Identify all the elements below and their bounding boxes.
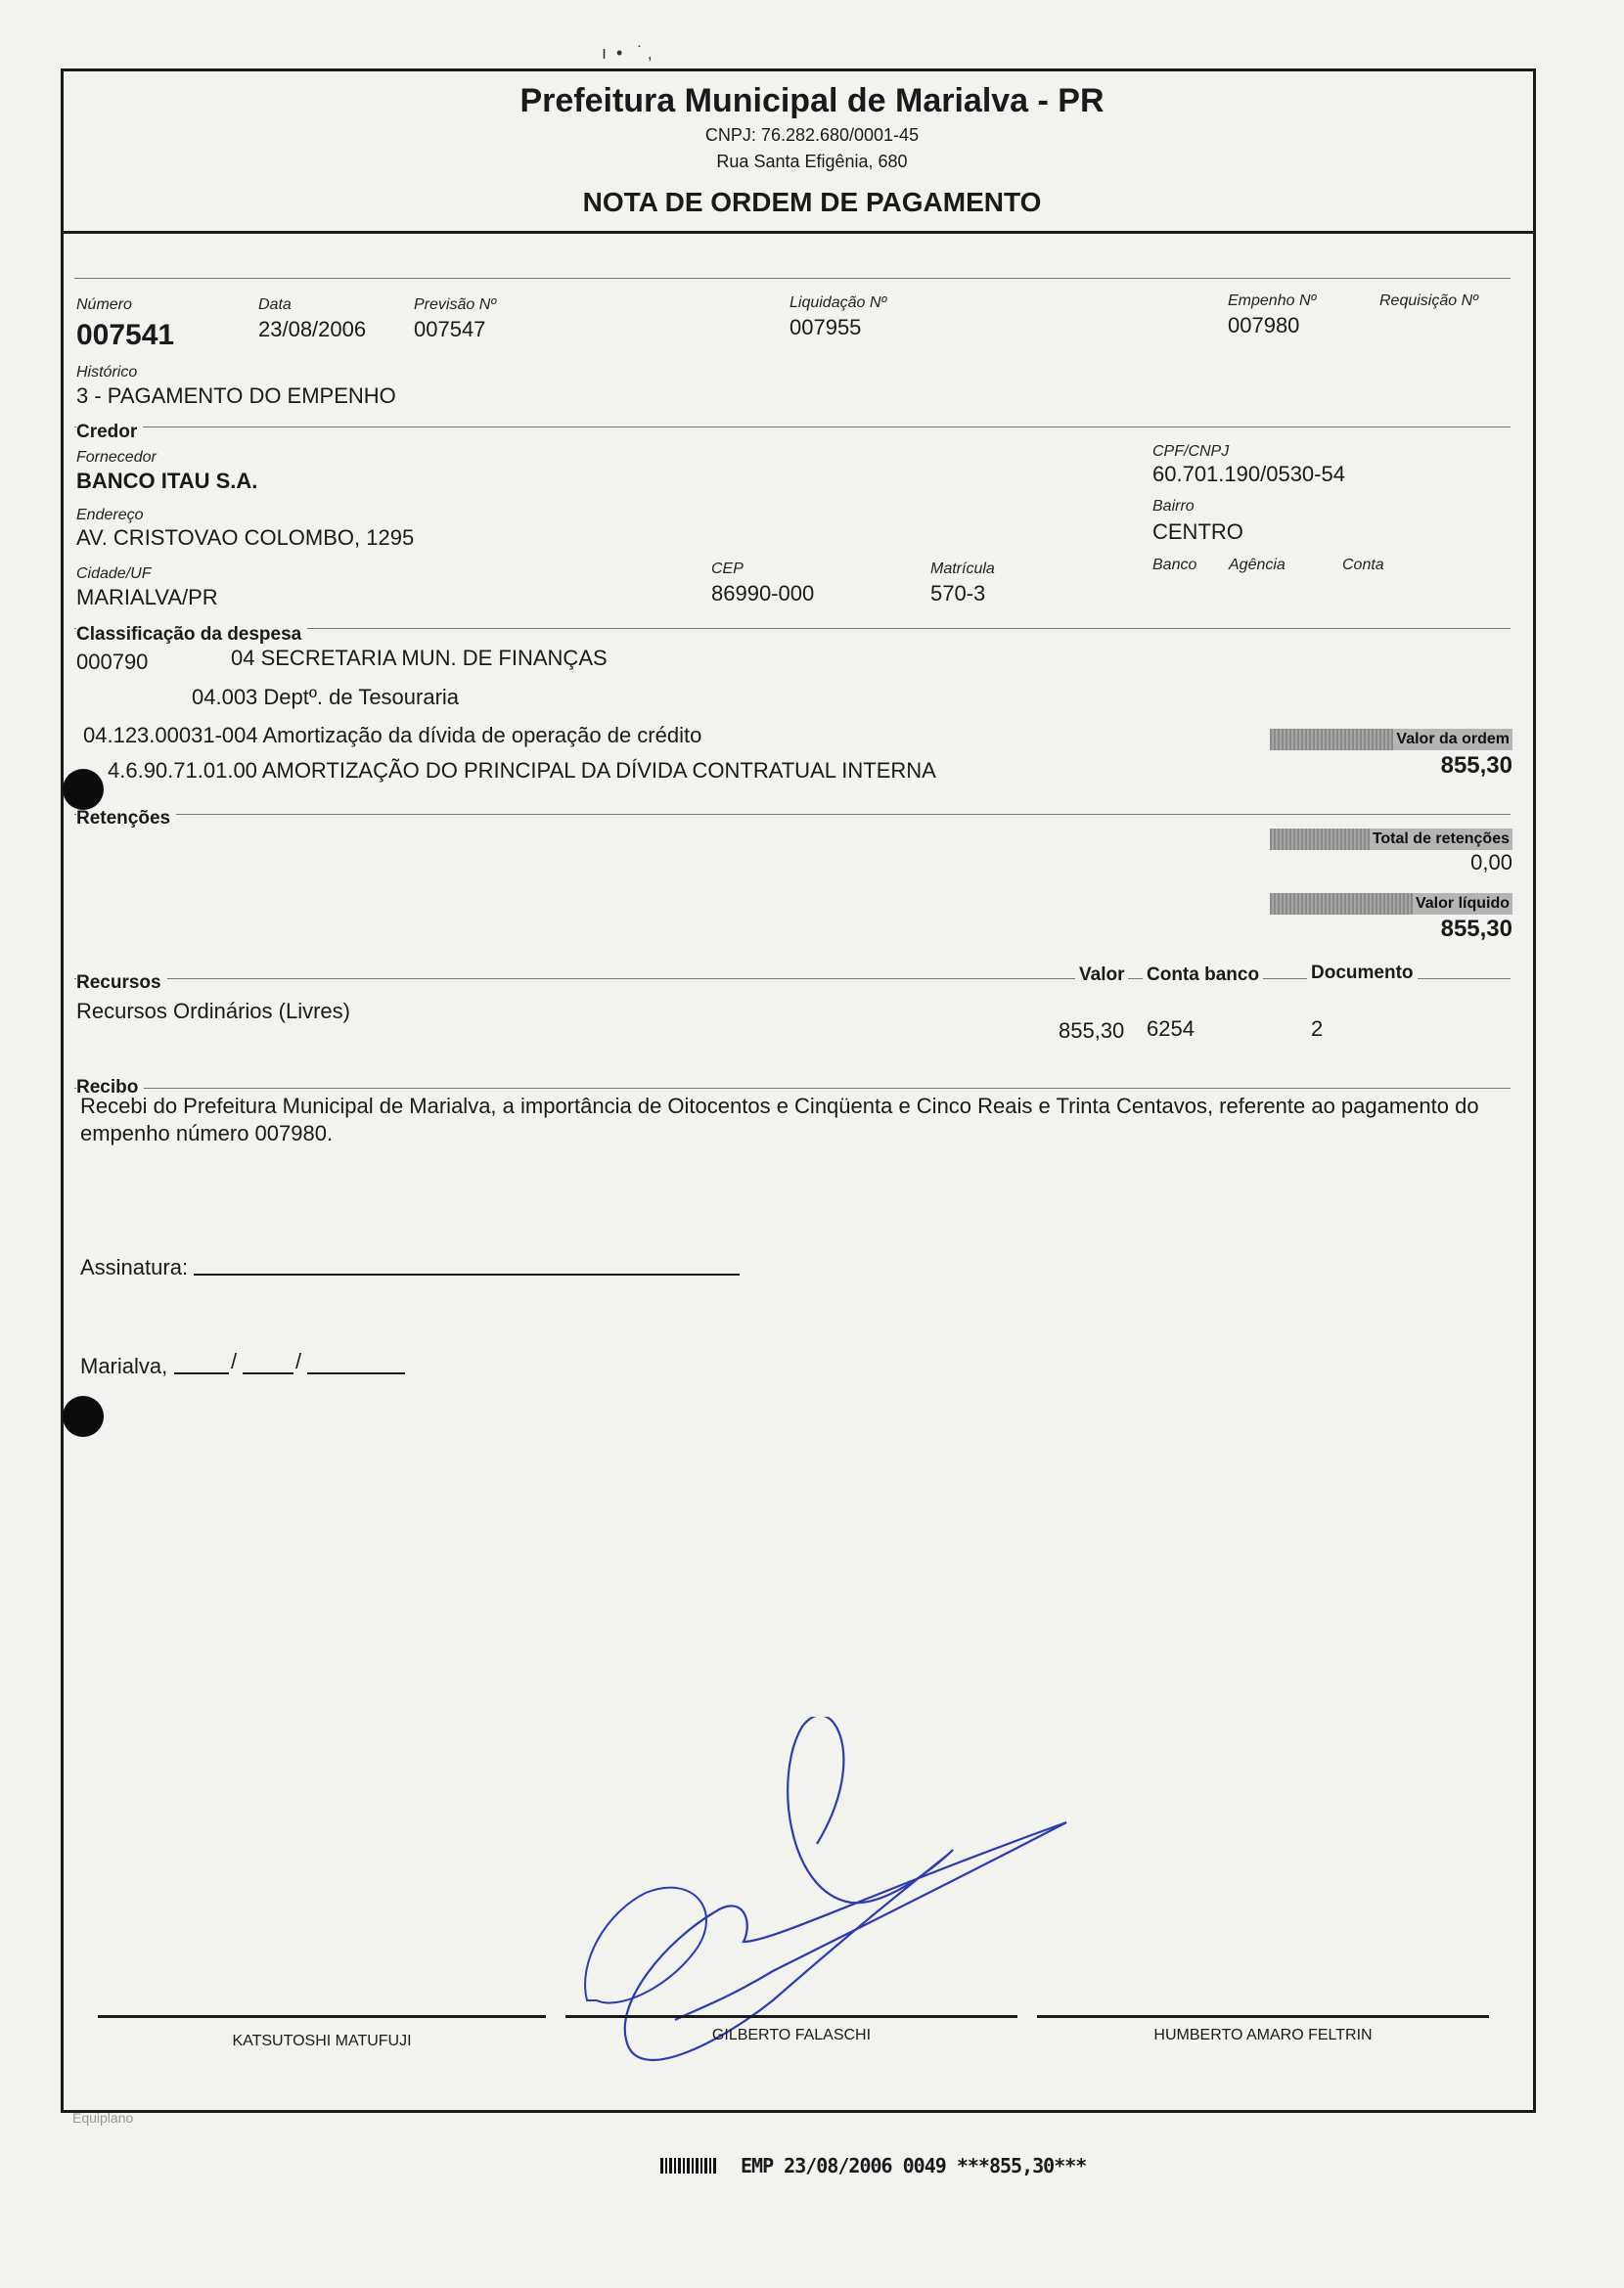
matricula-label: Matrícula [930,561,995,577]
valor-liquido-label: Valor líquido [1413,893,1512,915]
empenho-value: 007980 [1228,313,1300,337]
fornecedor-value: BANCO ITAU S.A. [76,469,258,493]
org-address: Rua Santa Efigênia, 680 [716,152,908,171]
cidade-value: MARIALVA/PR [76,585,218,609]
valor-ordem-bar [1270,729,1512,750]
cep-value: 86990-000 [711,581,815,606]
recibo-section: Recibo [76,1077,144,1099]
signature-line-2 [565,2015,1017,2018]
barcode-icon [660,2158,717,2174]
endereco-value: AV. CRISTOVAO COLOMBO, 1295 [76,525,415,550]
divider [74,814,1511,815]
data-label: Data [258,296,292,313]
bank-stamp [660,2154,1086,2177]
recursos-documento: 2 [1311,1016,1324,1041]
signatory-3: HUMBERTO AMARO FELTRIN [1153,2027,1373,2043]
fornecedor-label: Fornecedor [76,449,157,466]
bank-stamp-text: EMP 23/08/2006 0049 ***855,30*** [741,2154,1087,2177]
handwritten-signature [577,1717,1086,2108]
signature-line-3 [1037,2015,1489,2018]
signatory-1: KATSUTOSHI MATUFUJI [232,2033,412,2049]
punch-hole-top [63,769,104,810]
retencoes-section: Retenções [76,808,176,830]
date-line-day [174,1372,229,1374]
date-line-month [243,1372,293,1374]
document-title: NOTA DE ORDEM DE PAGAMENTO [582,187,1042,217]
org-cnpj: CNPJ: 76.282.680/0001-45 [704,125,920,145]
software-name: Equiplano [72,2110,134,2126]
divider [74,978,1511,979]
classificacao-elemento: 4.6.90.71.01.00 AMORTIZAÇÃO DO PRINCIPAL DA DÍVIDA CONTRATUAL INTERNA [108,758,936,783]
requisicao-label: Requisição Nº [1379,292,1478,309]
classificacao-secretaria: 04 SECRETARIA MUN. DE FINANÇAS [231,646,608,670]
date-sep-2: / [295,1349,302,1373]
cep-label: CEP [711,561,744,577]
recursos-descricao: Recursos Ordinários (Livres) [76,999,350,1023]
valor-ordem-value: 855,30 [1440,752,1512,779]
classificacao-depto: 04.003 Deptº. de Tesouraria [192,685,460,709]
signature-line-1 [98,2015,546,2018]
cpf-label: CPF/CNPJ [1152,443,1230,460]
numero-label: Número [76,296,132,313]
classificacao-programa: 04.123.00031-004 Amortização da dívida de operação de crédito [83,723,702,747]
bairro-label: Bairro [1152,498,1195,515]
divider [74,426,1511,427]
classificacao-code: 000790 [76,650,149,674]
divider [74,278,1511,279]
endereco-label: Endereço [76,507,144,523]
signatory-2: GILBERTO FALASCHI [711,2027,872,2043]
recursos-conta-label: Conta banco [1143,965,1263,986]
org-name: Prefeitura Municipal de Marialva - PR [519,82,1105,119]
date-sep-1: / [231,1349,238,1373]
divider [74,1088,1511,1089]
data-value: 23/08/2006 [258,317,367,341]
total-retencoes-value: 0,00 [1470,850,1512,875]
recibo-text: Recebi do Prefeitura Municipal de Marialva, a importância de Oitocentos e Cinqüenta e Cinco Reais e Trinta Centavos, referente ao pagamento do empenho número 007980. [80,1094,1479,1145]
valor-liquido-value: 855,30 [1440,916,1512,942]
recursos-documento-label: Documento [1307,963,1418,984]
historico-value: 3 - PAGAMENTO DO EMPENHO [76,383,396,408]
recursos-conta: 6254 [1147,1016,1195,1041]
header-divider [61,231,1536,234]
classificacao-section: Classificação da despesa [76,624,307,646]
banco-label: Banco [1152,557,1197,573]
numero-value: 007541 [76,319,175,351]
bairro-value: CENTRO [1152,519,1243,544]
total-retencoes-bar [1270,829,1512,850]
assinatura-line [194,1274,740,1276]
valor-liquido-bar [1270,893,1512,915]
previsao-value: 007547 [414,317,486,341]
recursos-valor-label: Valor [1075,965,1128,986]
punch-hole-bottom [63,1396,104,1437]
recursos-valor: 855,30 [1059,1018,1125,1043]
empenho-label: Empenho Nº [1228,292,1317,309]
historico-label: Histórico [76,364,138,381]
total-retencoes-label: Total de retenções [1370,829,1512,850]
date-line-year [307,1372,405,1374]
recursos-section: Recursos [76,972,167,994]
agencia-label: Agência [1229,557,1286,573]
conta-label: Conta [1342,557,1384,573]
cpf-value: 60.701.190/0530-54 [1152,462,1345,486]
previsao-label: Previsão Nº [414,296,497,313]
matricula-value: 570-3 [930,581,986,606]
valor-ordem-label: Valor da ordem [1393,729,1512,750]
cidade-label: Cidade/UF [76,565,152,582]
liquidacao-value: 007955 [789,315,862,339]
credor-section: Credor [76,422,143,443]
assinatura-label: Assinatura: [80,1255,189,1279]
scan-marks: ı • ˙ ‚ [602,43,653,63]
local-label: Marialva, [80,1354,168,1378]
liquidacao-label: Liquidação Nº [789,294,887,311]
